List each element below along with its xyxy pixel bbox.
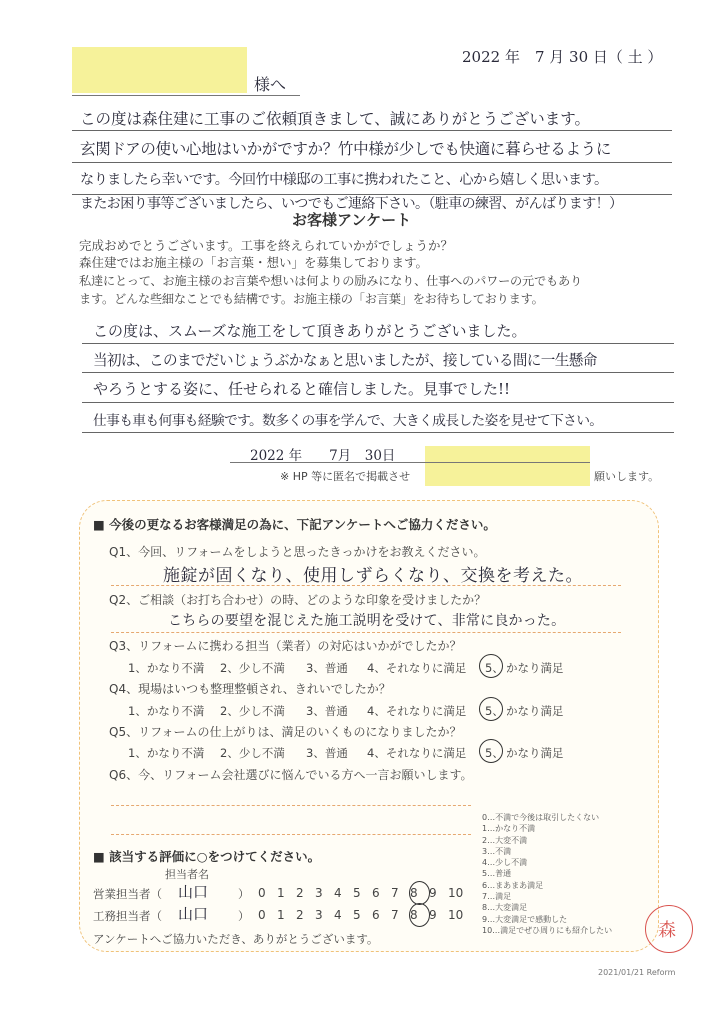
construction-rating-9[interactable]: 9 <box>429 908 437 922</box>
q5-selected-circle <box>479 739 503 763</box>
answer-6-line-1 <box>111 805 471 806</box>
q5-opt-1[interactable]: 1、かなり不満 <box>128 746 205 760</box>
rating-legend <box>482 812 612 936</box>
question-4: Q4、現場はいつも整理整頓され、きれいでしたか？ <box>109 682 391 696</box>
question-6: Q6、今、リフォーム会社選びに悩んでいる方へ一言お願いします。 <box>109 768 473 782</box>
sales-rating-4[interactable]: 4 <box>334 886 342 900</box>
answer-6-line-2 <box>111 834 471 835</box>
legend-5: 5…普通 <box>482 869 512 879</box>
hp-note: ※ HP 等に匿名で掲載させ <box>280 470 411 483</box>
legend-9: 9…大変満足で感動した <box>482 914 568 924</box>
q4-opt-2[interactable]: 2、少し不満 <box>220 704 285 718</box>
q4-selected-circle <box>479 697 503 721</box>
date-underline <box>230 462 590 463</box>
letter-line-1: この度は森住建に工事のご依頼頂きまして、誠にありがとうございます。 <box>80 110 590 128</box>
construction-rating-7[interactable]: 7 <box>391 908 399 922</box>
questionnaire-heading: ■ 今後の更なるお客様満足の為に、下記アンケートへご協力ください。 <box>93 517 496 532</box>
letter-line-2: 玄関ドアの使い心地はいかがですか？竹中様が少しでも快適に暮らせるように <box>80 140 612 158</box>
sales-staff-label: 営業担当者（ <box>93 887 162 901</box>
sales-rating-7[interactable]: 7 <box>391 886 399 900</box>
answer-2[interactable]: こちらの要望を混じえた施工説明を受けて、非常に良かった。 <box>168 613 566 629</box>
question-5: Q5、リフォームの仕上がりは、満足のいくものになりましたか？ <box>109 725 462 739</box>
construction-rating-3[interactable]: 3 <box>315 908 323 922</box>
answer-2-line <box>111 632 621 633</box>
q4-opt-1[interactable]: 1、かなり不満 <box>128 704 205 718</box>
q4-opt-5-label: かなり満足 <box>506 704 564 718</box>
letter-line-4: またお困り事等ございましたら、いつでもご連絡下さい。（駐車の練習、がんばります！） <box>80 196 623 212</box>
sales-rating-1[interactable]: 1 <box>277 886 285 900</box>
q3-opt-4[interactable]: 4、それなりに満足 <box>367 661 467 675</box>
sales-selected-circle <box>409 881 430 905</box>
construction-rating-8[interactable]: 8 <box>410 908 418 922</box>
legend-7: 7…満足 <box>482 892 512 902</box>
customer-line-4: 仕事も車も何事も経験です。数多くの事を学んで、大きく成長した姿を見せて下さい。 <box>93 413 603 429</box>
stamp-text: 森 <box>658 920 676 941</box>
rating-heading: ■ 該当する評価に○をつけてください。 <box>93 849 321 864</box>
q3-selected-circle <box>479 654 503 678</box>
question-2: Q2、ご相談（お打ち合わせ）の時、どのような印象を受けましたか？ <box>109 593 487 607</box>
legend-8: 8…大変満足 <box>482 903 528 913</box>
survey-title: お客様アンケート <box>292 211 412 229</box>
construction-staff-label: 工務担当者（ <box>93 909 162 923</box>
sales-staff-close: ） <box>238 887 250 901</box>
sales-rating-5[interactable]: 5 <box>353 886 361 900</box>
answer-1[interactable]: 施錠が固くなり、使用しずらくなり、交換を考えた。 <box>163 566 583 586</box>
legend-4: 4…少し不満 <box>482 858 528 868</box>
letter-rule-2 <box>72 162 672 163</box>
intro-line-1: 完成おめでとうございます。工事を終えられていかがでしょうか？ <box>79 238 454 253</box>
customer-rule-3 <box>82 402 674 403</box>
construction-rating-4[interactable]: 4 <box>334 908 342 922</box>
construction-staff-close: ） <box>238 909 250 923</box>
intro-line-2: 森住建ではお施主様の「お言葉・想い」を募集しております。 <box>79 255 429 270</box>
q3-opt-2[interactable]: 2、少し不満 <box>220 661 285 675</box>
sales-rating-scale[interactable] <box>258 886 467 900</box>
customer-line-3: やろうとする姿に、任せられると確信しました。見事でした!! <box>93 380 511 398</box>
construction-rating-5[interactable]: 5 <box>353 908 361 922</box>
customer-date: 2022 年 7月 30日 <box>250 448 396 464</box>
legend-1: 1…かなり不満 <box>482 824 536 834</box>
sales-rating-8[interactable]: 8 <box>410 886 418 900</box>
letter-date: 2022 年 7 月 30 日（ 土 ） <box>462 48 663 66</box>
q3-opt-5-label: かなり満足 <box>506 661 564 675</box>
salutation-underline <box>72 95 300 96</box>
answer-1-line <box>111 585 621 586</box>
staff-label: 担当者名 <box>165 868 209 881</box>
intro-line-3: 私達にとって、お施主様のお言葉や想いは何よりの励みになり、仕事へのパワーの元でもあり <box>79 274 582 288</box>
sales-rating-10[interactable]: 10 <box>448 886 464 900</box>
legend-10: 10…満足でぜひ周りにも紹介したい <box>482 925 613 935</box>
redacted-recipient-name <box>72 47 247 93</box>
q5-opt-2[interactable]: 2、少し不満 <box>220 746 285 760</box>
construction-rating-0[interactable]: 0 <box>258 908 266 922</box>
q5-opt-4[interactable]: 4、それなりに満足 <box>367 746 467 760</box>
customer-line-1: この度は、スムーズな施工をして頂きありがとうございました。 <box>93 322 527 340</box>
sales-rating-6[interactable]: 6 <box>372 886 380 900</box>
customer-rule-4 <box>82 432 674 433</box>
construction-rating-2[interactable]: 2 <box>296 908 304 922</box>
sales-rating-2[interactable]: 2 <box>296 886 304 900</box>
sales-rating-3[interactable]: 3 <box>315 886 323 900</box>
legend-0: 0…不満で今後は取引したくない <box>482 813 600 822</box>
q3-opt-1[interactable]: 1、かなり不満 <box>128 661 205 675</box>
letter-rule-1 <box>72 130 672 131</box>
q4-opt-3[interactable]: 3、普通 <box>306 704 348 718</box>
q5-opt-5-label: かなり満足 <box>506 746 564 760</box>
construction-selected-circle <box>409 903 430 927</box>
customer-line-2: 当初は、このまでだいじょうぶかなぁと思いましたが、接している間に一生懸命 <box>93 352 597 369</box>
construction-rating-6[interactable]: 6 <box>372 908 380 922</box>
redacted-signature <box>425 446 590 486</box>
intro-line-4: ます。どんな些細なことでも結構です。お施主様の「お言葉」をお待ちしております。 <box>79 292 544 306</box>
q3-opt-3[interactable]: 3、普通 <box>306 661 348 675</box>
construction-staff-name[interactable]: 山口 <box>178 905 209 923</box>
legend-6: 6…まあまあ満足 <box>482 880 544 890</box>
thanks-text: アンケートへご協力いただき、ありがとうございます。 <box>93 932 379 946</box>
q4-opt-5[interactable]: 5、 <box>485 704 504 718</box>
q4-opt-4[interactable]: 4、それなりに満足 <box>367 704 467 718</box>
sales-staff-name[interactable]: 山口 <box>178 883 209 901</box>
q5-opt-5[interactable]: 5、 <box>485 746 504 760</box>
hp-note-end: 願いします。 <box>594 470 660 483</box>
legend-3: 3…不満 <box>482 846 512 856</box>
q3-opt-5[interactable]: 5、 <box>485 661 504 675</box>
sales-rating-0[interactable]: 0 <box>258 886 266 900</box>
footer-version: 2021/01/21 Reform <box>598 968 676 977</box>
letter-line-3: なりましたら幸いです。今回竹中様邸の工事に携われたこと、心から嬉しく思います。 <box>80 172 608 188</box>
customer-rule-2 <box>82 372 674 373</box>
construction-rating-scale[interactable] <box>258 908 467 922</box>
question-3: Q3、リフォームに携わる担当（業者）の対応はいかがでしたか？ <box>109 639 462 653</box>
customer-rule-1 <box>82 343 674 344</box>
legend-2: 2…大変不満 <box>482 835 528 845</box>
salutation: 様へ <box>254 75 287 94</box>
construction-rating-10[interactable]: 10 <box>448 908 464 922</box>
construction-rating-1[interactable]: 1 <box>277 908 285 922</box>
q5-opt-3[interactable]: 3、普通 <box>306 746 348 760</box>
sales-rating-9[interactable]: 9 <box>429 886 437 900</box>
question-1: Q1、今回、リフォームをしようと思ったきっかけをお教えください。 <box>109 545 486 559</box>
